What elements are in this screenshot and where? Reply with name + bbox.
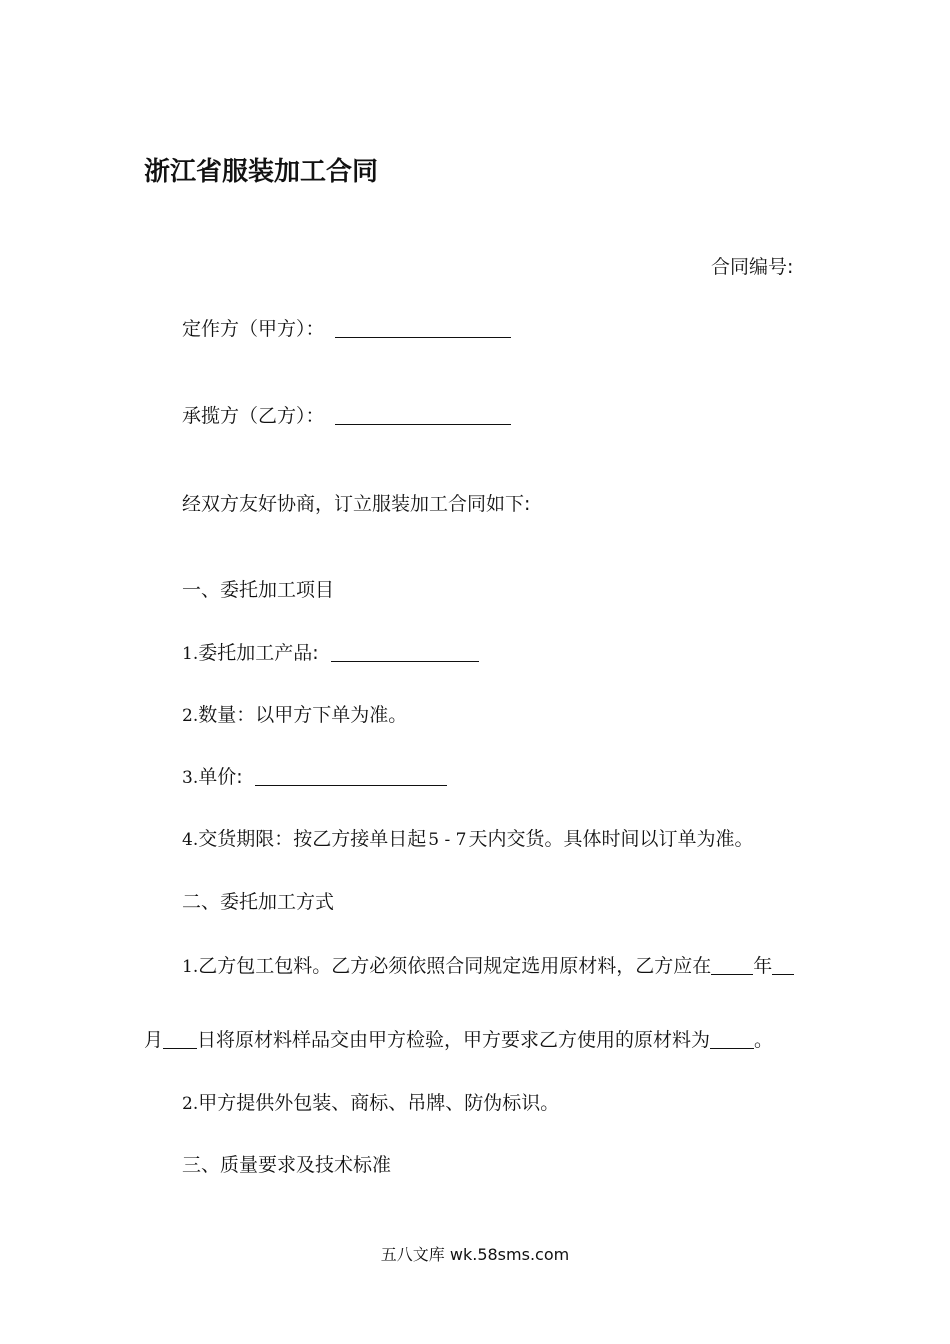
item-text: 甲方提供外包装、商标、吊牌、防伪标识。 — [198, 1092, 560, 1114]
item-text: 日将原材料样品交由甲方检验，甲方要求乙方使用的原材料为 — [197, 1029, 711, 1051]
material-blank — [710, 1028, 754, 1049]
day-blank — [163, 1028, 197, 1049]
section2-item1-line1 — [182, 953, 794, 980]
month-label: 月 — [144, 1029, 164, 1051]
unit-price-blank — [255, 765, 447, 786]
contract-number-label: 合同编号: — [711, 256, 794, 278]
section3-heading: 三、质量要求及技术标准 — [182, 1154, 392, 1176]
year-blank — [711, 954, 753, 975]
item-number: 1. — [182, 644, 199, 664]
party-b-label: 承揽方（乙方）： — [182, 405, 325, 427]
item-number: 4. — [182, 830, 199, 850]
intro-paragraph: 经双方友好协商，订立服装加工合同如下: — [182, 493, 531, 515]
page-footer: 五八文库 wk.58sms.com — [380, 1245, 570, 1264]
item-text: 交货期限：按乙方接单日起 — [198, 828, 427, 850]
section1-item2 — [182, 702, 407, 729]
party-b-line — [182, 403, 511, 429]
product-blank — [331, 641, 479, 662]
document-title: 浙江省服装加工合同 — [144, 157, 379, 187]
item-number: 1. — [182, 957, 199, 977]
item-number: 3. — [182, 768, 199, 788]
item-text: 天内交货。具体时间以订单为准。 — [468, 828, 754, 850]
item-text: 数量：以甲方下单为准。 — [198, 704, 408, 726]
party-a-label: 定作方（甲方）： — [182, 318, 325, 340]
year-label: 年 — [753, 955, 773, 977]
section2-heading: 二、委托加工方式 — [182, 891, 335, 913]
party-a-line — [182, 316, 511, 342]
section1-item3 — [182, 764, 447, 791]
section1-heading: 一、委托加工项目 — [182, 579, 335, 601]
delivery-range: 5 - 7 — [428, 830, 467, 850]
sentence-end: 。 — [754, 1029, 774, 1051]
party-a-blank — [335, 317, 511, 338]
item-number: 2. — [182, 706, 199, 726]
item-text: 单价: — [198, 766, 243, 788]
section2-item1-line2 — [144, 1027, 773, 1053]
item-number: 2. — [182, 1094, 199, 1114]
section1-item1 — [182, 640, 479, 667]
item-text: 委托加工产品: — [198, 642, 319, 664]
section2-item2 — [182, 1090, 559, 1117]
party-b-blank — [335, 404, 511, 425]
month-blank — [772, 954, 794, 975]
item-text: 乙方包工包料。乙方必须依照合同规定选用原材料，乙方应在 — [198, 955, 712, 977]
section1-item4 — [182, 826, 753, 853]
